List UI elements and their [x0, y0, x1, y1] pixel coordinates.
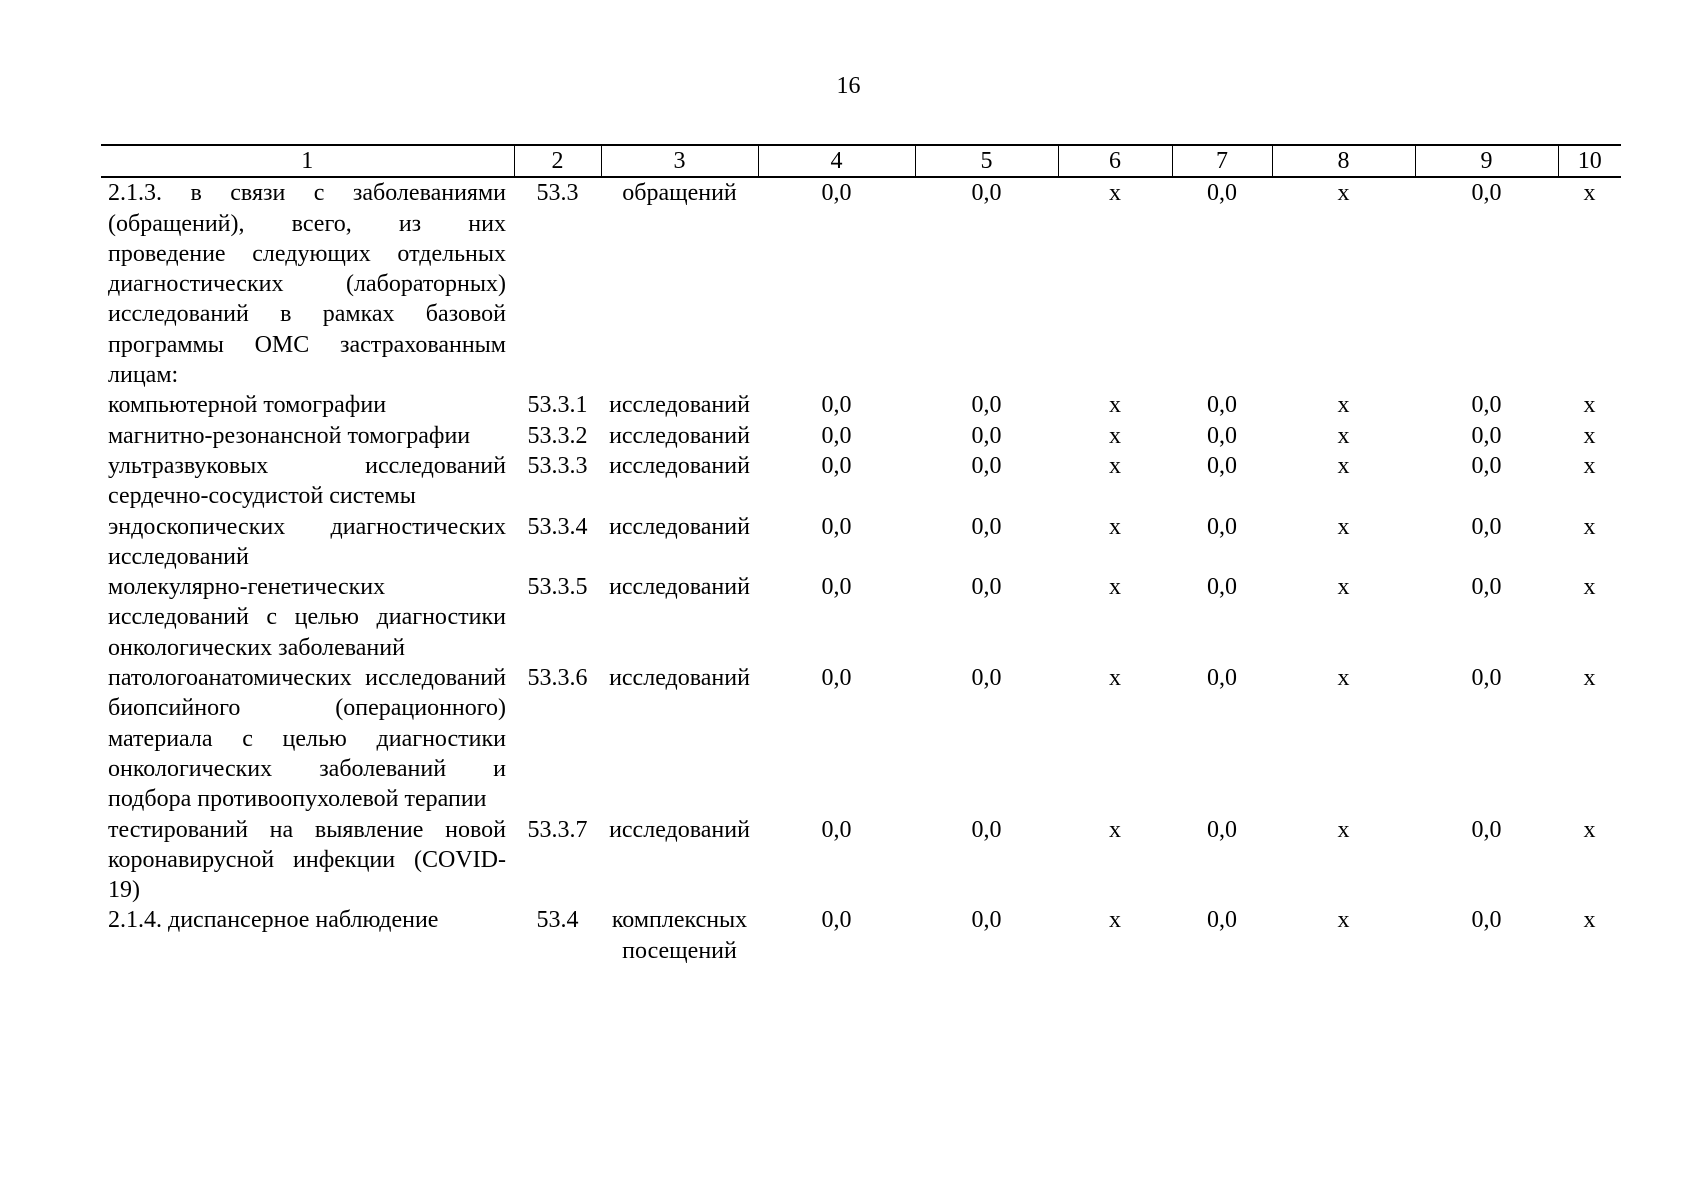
row-name: патологоанатомических исследований биопсийного (операционного) материала с целью диагностики онкологических заболеваний и подбора противоопухолевой терапии [108, 665, 506, 813]
row-name-cell [101, 663, 514, 814]
cell-col4: 0,0 [821, 907, 852, 934]
cell-col9: 0,0 [1471, 452, 1502, 479]
cell-col9: 0,0 [1471, 816, 1502, 843]
row-name-cell [101, 512, 514, 573]
row-name: эндоскопических диагностических исследований [108, 513, 506, 570]
cell-col6: х [1109, 392, 1121, 419]
table-row [101, 512, 1621, 573]
cell-col6: х [1109, 816, 1121, 843]
cell-col8: х [1337, 452, 1350, 479]
cell-col10: х [1583, 907, 1596, 934]
cell-col5: 0,0 [971, 574, 1002, 601]
cell-col7: 0,0 [1207, 180, 1237, 207]
row-unit-text: исследований [609, 513, 750, 540]
cell-col7: 0,0 [1207, 907, 1237, 934]
row-unit-text: исследований [609, 422, 750, 449]
row-unit-text: исследований [609, 452, 750, 479]
row-unit-text: обращений [622, 180, 737, 207]
cell-col8: х [1337, 392, 1350, 419]
cell-col8: х [1337, 907, 1350, 934]
column-header: 5 [915, 145, 1058, 177]
cell-col6: х [1109, 422, 1121, 449]
row-name: магнитно-резонансной томографии [108, 422, 471, 449]
cell-col8: х [1337, 665, 1350, 692]
cell-col5: 0,0 [971, 907, 1002, 934]
row-code: 53.3.5 [527, 574, 588, 601]
cell-col10: х [1583, 422, 1596, 449]
cell-col10: х [1583, 665, 1596, 692]
cell-col7: 0,0 [1207, 665, 1237, 692]
row-unit-text: комплексных посещений [611, 907, 748, 964]
row-name-cell [101, 572, 514, 663]
row-name: компьютерной томографии [108, 392, 387, 419]
cell-col9: 0,0 [1471, 422, 1502, 449]
row-unit-text: исследований [609, 665, 750, 692]
row-name: 2.1.3. в связи с заболеваниями (обращений), всего, из них проведение следующих отдельных диагностических (лабораторных) исследований в рамках базовой программы ОМС застрахованным лицам: [108, 180, 506, 389]
row-name-cell [101, 451, 514, 512]
cell-col7: 0,0 [1207, 816, 1237, 843]
row-code: 53.3.2 [527, 422, 588, 449]
row-unit [601, 451, 758, 512]
row-unit [601, 177, 758, 390]
cell-col6: х [1109, 180, 1121, 207]
cell-col7: 0,0 [1207, 392, 1237, 419]
column-header: 7 [1172, 145, 1272, 177]
column-header: 10 [1558, 145, 1621, 177]
table-row [101, 421, 1621, 451]
column-header: 3 [601, 145, 758, 177]
cell-col9: 0,0 [1471, 907, 1502, 934]
row-name: тестирований на выявление новой коронавирусной инфекции (COVID-19) [108, 816, 506, 904]
row-name: ультразвуковых исследований сердечно-сосудистой системы [108, 452, 506, 510]
table-row [101, 177, 1621, 390]
cell-col4: 0,0 [821, 574, 852, 601]
cell-col10: х [1583, 452, 1596, 479]
row-unit [601, 421, 758, 451]
cell-col5: 0,0 [971, 513, 1002, 540]
page-number: 16 [836, 73, 861, 99]
row-unit [601, 390, 758, 420]
row-code: 53.3.7 [527, 816, 588, 843]
cell-col5: 0,0 [971, 452, 1002, 479]
table-row [101, 572, 1621, 663]
row-unit [601, 512, 758, 573]
cell-col6: х [1109, 574, 1121, 601]
table-body [101, 177, 1621, 966]
row-code: 53.3.3 [527, 452, 588, 479]
row-name: 2.1.4. диспансерное наблюдение [108, 907, 439, 934]
cell-col10: х [1583, 574, 1596, 601]
column-header: 2 [514, 145, 601, 177]
cell-col7: 0,0 [1207, 513, 1237, 540]
column-header: 9 [1415, 145, 1558, 177]
row-unit [601, 905, 758, 966]
cell-col4: 0,0 [821, 452, 852, 479]
cell-col5: 0,0 [971, 392, 1002, 419]
column-header: 4 [758, 145, 915, 177]
cell-col8: х [1337, 816, 1350, 843]
cell-col4: 0,0 [821, 816, 852, 843]
column-header: 8 [1272, 145, 1415, 177]
row-unit [601, 572, 758, 663]
row-name-cell [101, 421, 514, 451]
cell-col8: х [1337, 513, 1350, 540]
row-name-cell [101, 815, 514, 906]
cell-col9: 0,0 [1471, 665, 1502, 692]
cell-col5: 0,0 [971, 422, 1002, 449]
row-name-cell [101, 390, 514, 420]
cell-col4: 0,0 [821, 422, 852, 449]
row-unit-text: исследований [609, 574, 750, 601]
row-name: молекулярно-генетических исследований с целью диагностики онкологических заболеваний [108, 574, 506, 661]
cell-col8: х [1337, 180, 1350, 207]
cell-col8: х [1337, 574, 1350, 601]
table-row [101, 663, 1621, 814]
cell-col5: 0,0 [971, 665, 1002, 692]
cell-col7: 0,0 [1207, 574, 1237, 601]
cell-col9: 0,0 [1471, 392, 1502, 419]
cell-col6: х [1109, 513, 1121, 540]
cell-col10: х [1583, 816, 1596, 843]
row-unit [601, 663, 758, 814]
column-header: 6 [1058, 145, 1172, 177]
cell-col4: 0,0 [821, 392, 852, 419]
row-code: 53.4 [536, 907, 579, 934]
row-code: 53.3 [536, 180, 579, 207]
row-code: 53.3.4 [527, 513, 588, 540]
cell-col10: х [1583, 180, 1596, 207]
row-code: 53.3.1 [527, 392, 588, 419]
column-number-row [101, 145, 1621, 177]
cell-col5: 0,0 [971, 816, 1002, 843]
cell-col4: 0,0 [821, 513, 852, 540]
table-row [101, 815, 1621, 906]
row-unit [601, 815, 758, 906]
cell-col9: 0,0 [1471, 574, 1502, 601]
cell-col7: 0,0 [1207, 452, 1237, 479]
cell-col5: 0,0 [971, 180, 1002, 207]
cell-col4: 0,0 [821, 180, 852, 207]
cell-col6: х [1109, 452, 1121, 479]
row-name-cell [101, 905, 514, 966]
cell-col8: х [1337, 422, 1350, 449]
cell-col9: 0,0 [1471, 180, 1502, 207]
cell-col10: х [1583, 513, 1596, 540]
cell-col6: х [1109, 665, 1121, 692]
cell-col4: 0,0 [821, 665, 852, 692]
table-row [101, 390, 1621, 420]
cell-col6: х [1109, 907, 1121, 934]
table-row [101, 905, 1621, 966]
row-unit-text: исследований [609, 816, 750, 843]
column-header: 1 [101, 145, 514, 177]
cell-col7: 0,0 [1207, 422, 1237, 449]
cell-col10: х [1583, 392, 1596, 419]
table-row [101, 451, 1621, 512]
row-code: 53.3.6 [527, 665, 588, 692]
cell-col9: 0,0 [1471, 513, 1502, 540]
row-unit-text: исследований [609, 392, 750, 419]
data-table [101, 144, 1621, 966]
row-name-cell [101, 177, 514, 390]
